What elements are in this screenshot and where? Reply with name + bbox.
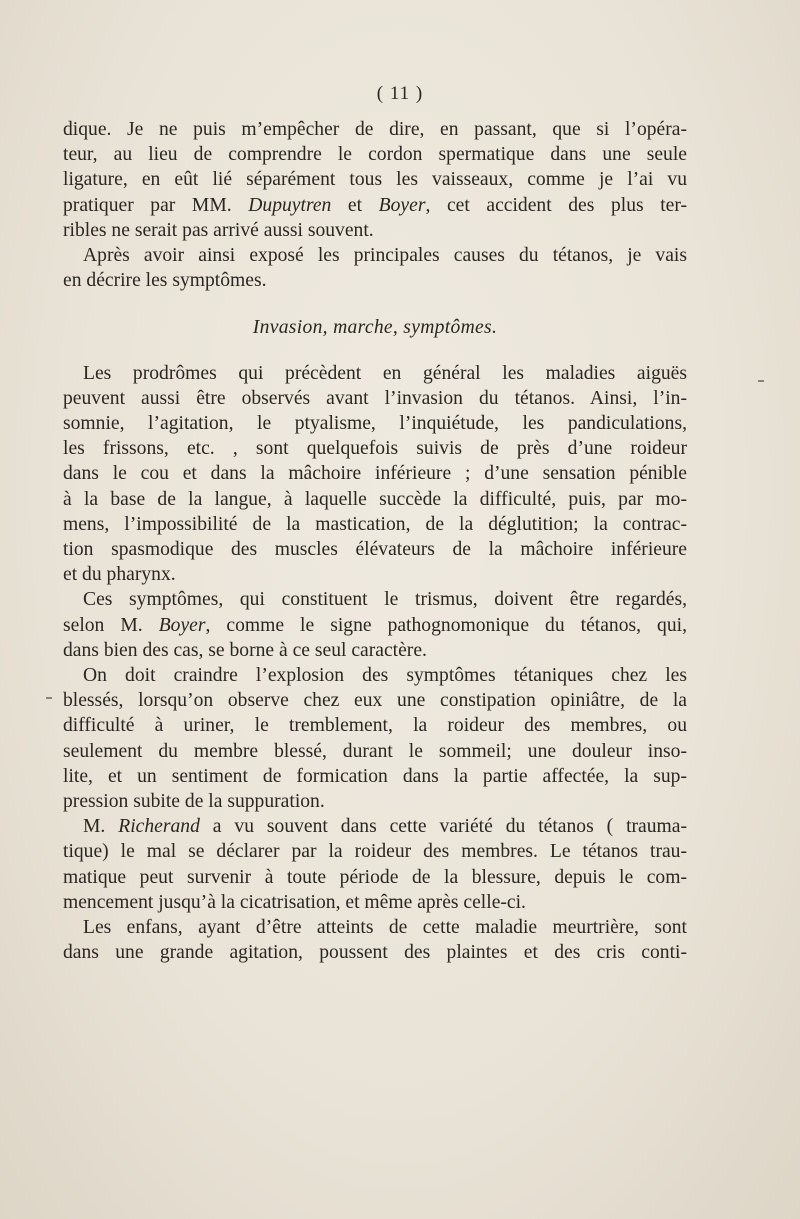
text-line: mens, l’impossibilité de la mastication, de la déglutition; la contrac-	[63, 513, 687, 535]
text-line: somnie, l’agitation, le ptyalisme, l’inquiétude, les pandiculations,	[63, 413, 687, 435]
author-name: Boyer	[378, 194, 426, 216]
page-number: ( 11 )	[376, 83, 424, 104]
author-name: Dupuytren	[248, 194, 332, 216]
text-line: tique) le mal se déclarer par la roideur des membres. Le tétanos trau-	[63, 841, 687, 863]
text-line: dans une grande agitation, poussent des plaintes et des cris conti-	[63, 942, 687, 964]
author-name: Richerand	[118, 816, 200, 838]
author-name: Boyer	[158, 614, 206, 636]
text-fragment: , comme le signe pathognomonique du tétanos, qui,	[205, 614, 687, 636]
margin-mark	[758, 380, 764, 382]
text-line: teur, au lieu de comprendre le cordon spermatique dans une seule	[63, 144, 687, 166]
text-fragment: , cet accident des plus ter-	[425, 194, 688, 216]
text-line: mencement jusqu’à la cicatrisation, et même après celle-ci.	[63, 891, 526, 913]
text-line: Après avoir ainsi exposé les principales causes du tétanos, je vais	[83, 245, 687, 267]
section-heading: Invasion, marche, symptômes.	[252, 317, 498, 339]
text-line: et du pharynx.	[63, 564, 176, 586]
text-fragment: selon M.	[63, 614, 159, 636]
text-line: ligature, en eût lié séparément tous les vaisseaux, comme je l’ai vu	[63, 169, 687, 191]
body-text	[63, 117, 687, 966]
text-fragment: et	[331, 194, 379, 216]
text-line: dans bien des cas, se borne à ce seul caractère.	[63, 639, 427, 661]
text-line: dique. Je ne puis m’empêcher de dire, en passant, que si l’opéra-	[63, 119, 687, 140]
text-line: On doit craindre l’explosion des symptômes tétaniques chez les	[83, 665, 687, 687]
text-line: peuvent aussi être observés avant l’invasion du tétanos. Ainsi, l’in-	[63, 387, 687, 409]
text-line: ribles ne serait pas arrivé aussi souvent.	[63, 219, 374, 241]
text-line: Les prodrômes qui précèdent en général les maladies aiguës	[83, 362, 687, 384]
text-line: difficulté à uriner, le tremblement, la roideur des membres, ou	[63, 715, 687, 737]
text-line: les frissons, etc. , sont quelquefois suivis de près d’une roideur	[63, 438, 687, 460]
text-line	[63, 193, 687, 218]
text-line	[63, 814, 687, 839]
text-line: tion spasmodique des muscles élévateurs de la mâchoire inférieure	[63, 539, 687, 561]
text-line: matique peut survenir à toute période de la blessure, depuis le com-	[63, 866, 687, 888]
text-line	[63, 613, 687, 638]
text-fragment: pratiquer par MM.	[63, 194, 249, 216]
text-fragment: a vu souvent dans cette variété du tétanos ( trauma-	[199, 816, 687, 838]
text-fragment: M.	[83, 816, 119, 838]
margin-mark	[46, 697, 52, 699]
text-line: Ces symptômes, qui constituent le trismus, doivent être regardés,	[83, 589, 687, 611]
text-line: blessés, lorsqu’on observe chez eux une constipation opiniâtre, de la	[63, 690, 687, 712]
text-line: Les enfans, ayant d’être atteints de cette maladie meurtrière, sont	[83, 917, 687, 939]
text-line: pression subite de la suppuration.	[63, 791, 325, 813]
text-line: dans le cou et dans la mâchoire inférieure ; d’une sensation pénible	[63, 463, 687, 485]
text-line: à la base de la langue, à laquelle succède la difficulté, puis, par mo-	[63, 488, 687, 510]
text-line: lite, et un sentiment de formication dans la partie affectée, la sup-	[63, 765, 687, 787]
text-line: en décrire les symptômes.	[63, 270, 267, 292]
text-line: seulement du membre blessé, durant le sommeil; une douleur inso-	[63, 740, 687, 762]
